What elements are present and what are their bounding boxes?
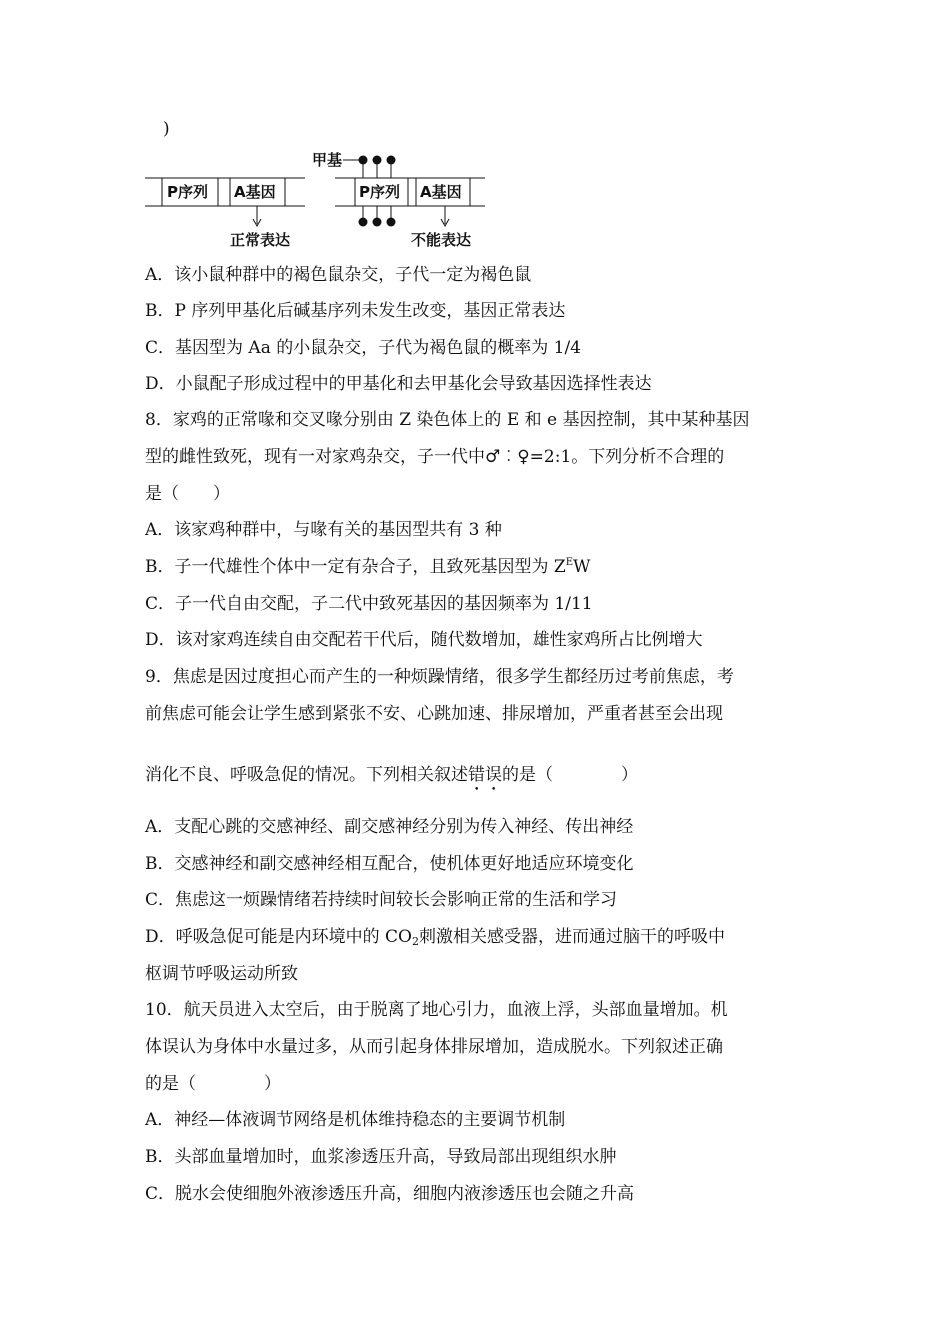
methylation-diagram xyxy=(140,148,500,254)
q10-option-b: B．头部血量增加时，血浆渗透压升高，导致局部出现组织水肿 xyxy=(145,1147,617,1167)
q8-option-a: A．该家鸡种群中，与喙有关的基因型共有 3 种 xyxy=(145,520,502,540)
q10-option-a: A．神经—体液调节网络是机体维持稳态的主要调节机制 xyxy=(145,1110,566,1130)
methylated-construct xyxy=(312,151,485,249)
q9-option-c: C．焦虑这一烦躁情绪若持续时间较长会影响正常的生活和学习 xyxy=(145,890,618,910)
q10-stem-line1: 10．航天员进入太空后，由于脱离了地心引力，血液上浮，头部血量增加。机 xyxy=(145,1000,728,1020)
q9-option-a: A．支配心跳的交感神经、副交感神经分别为传入神经、传出神经 xyxy=(145,817,634,837)
q8-stem-line3: 是（ ） xyxy=(145,484,230,504)
q7-option-d: D．小鼠配子形成过程中的甲基化和去甲基化会导致基因选择性表达 xyxy=(145,374,652,394)
q9-option-d-line2: 枢调节呼吸运动所致 xyxy=(145,964,298,984)
emphasis-error: 错误 xyxy=(468,765,502,785)
q10-stem-line2: 体误认为身体中水量过多，从而引起身体排尿增加，造成脱水。下列叙述正确 xyxy=(145,1037,723,1057)
q9-stem-line3: 消化不良、呼吸急促的情况。下列相关叙述错误的是（ ） xyxy=(145,765,638,785)
q7-option-b: B．P 序列甲基化后碱基序列未发生改变，基因正常表达 xyxy=(145,301,566,321)
q8-option-b: B．子一代雄性个体中一定有杂合子，且致死基因型为 $Z^EW$ xyxy=(145,557,591,577)
q9-stem-line1: 9．焦虑是因过度担心而产生的一种烦躁情绪，很多学生都经历过考前焦虑，考 xyxy=(145,667,734,687)
p-sequence-label: P序列 xyxy=(359,183,400,201)
a-gene-label: A基因 xyxy=(420,183,462,201)
methyl-groups-bottom xyxy=(359,206,396,227)
q8-stem-line2: 型的雌性致死，现有一对家鸡杂交，子一代中♂︰♀=2:1。下列分析不合理的 xyxy=(145,447,725,467)
methyl-label: 甲基 xyxy=(312,151,343,169)
q10-stem-line3: 的是（ ） xyxy=(145,1074,281,1094)
q8-option-c: C．子一代自由交配，子二代中致死基因的基因频率为 1/11 xyxy=(145,594,593,614)
q7-option-c: C．基因型为 Aa 的小鼠杂交，子代为褐色鼠的概率为 1/4 xyxy=(145,338,581,358)
q9-stem-line2: 前焦虑可能会让学生感到紧张不安、心跳加速、排尿增加，严重者甚至会出现 xyxy=(145,704,723,724)
q7-option-a: A．该小鼠种群中的褐色鼠杂交，子代一定为褐色鼠 xyxy=(145,265,532,285)
normal-construct xyxy=(145,178,305,249)
q10-option-c: C．脱水会使细胞外液渗透压升高，细胞内液渗透压也会随之升高 xyxy=(145,1184,635,1204)
q8-option-d: D．该对家鸡连续自由交配若干代后，随代数增加，雄性家鸡所占比例增大 xyxy=(145,630,703,650)
q9-option-b: B．交感神经和副交感神经相互配合，使机体更好地适应环境变化 xyxy=(145,854,634,874)
p-sequence-label: P序列 xyxy=(167,183,208,201)
no-expression-label: 不能表达 xyxy=(411,231,472,249)
methyl-groups-top xyxy=(359,156,396,179)
q8-stem-line1: 8．家鸡的正常喙和交叉喙分别由 Z 染色体上的 E 和 e 基因控制，其中某种基因 xyxy=(145,410,750,430)
question-7-tail: ) xyxy=(163,119,170,139)
a-gene-label: A基因 xyxy=(234,183,276,201)
normal-expression-label: 正常表达 xyxy=(230,231,291,249)
q9-option-d-line1: D．呼吸急促可能是内环境中的 $CO_2$刺激相关感受器，进而通过脑干的呼吸中 xyxy=(145,927,725,948)
